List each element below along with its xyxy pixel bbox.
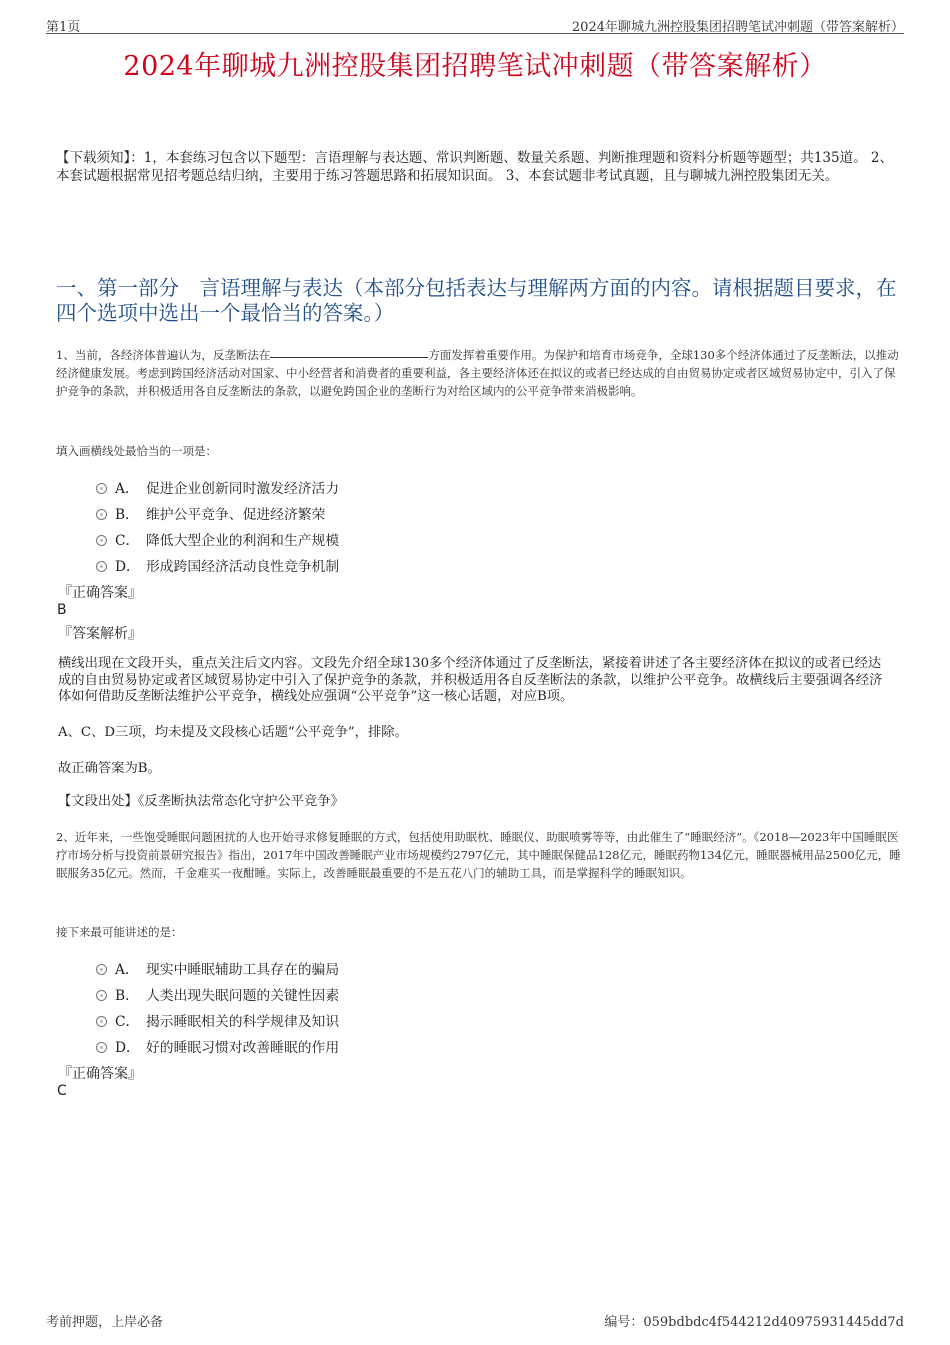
q1-analysis-paragraph: 横线出现在文段开头，重点关注后文内容。文段先介绍全球130多个经济体通过了反垄断法，紧接着讲述了各主要经济体在拟议的或者已经达成的自由贸易协定或者区域贸易协定中引入了保护竞争的条款，并积极适用各自反垄断法的条款，以维护公平竞争。故横线后主要强调各经济体如何借助反垄断法维护公平竞争，横线处应强调“公平竞争”这一核心话题，对应B项。 [58, 656, 883, 704]
option-text: 揭示睡眠相关的科学规律及知识 [146, 1014, 340, 1030]
radio-icon[interactable] [96, 483, 107, 494]
q1-answer-label: 『正确答案』 [58, 585, 142, 601]
footer-slogan: 考前押题，上岸必备 [46, 1315, 164, 1330]
section-heading: 一、第一部分 言语理解与表达（本部分包括表达与理解两方面的内容。请根据题目要求，在四个选项中选出一个最恰当的答案。） [56, 276, 897, 325]
option-letter: B． [115, 988, 139, 1004]
question-1-prompt: 填入画横线处最恰当的一项是： [56, 444, 217, 458]
option-text: 促进企业创新同时激发经济活力 [146, 481, 340, 497]
q1-answer: B [57, 602, 67, 618]
document-title: 2024年聊城九洲控股集团招聘笔试冲刺题（带答案解析） [123, 51, 827, 82]
question-1-stem [56, 346, 902, 400]
option-letter: A． [115, 481, 139, 497]
radio-icon[interactable] [96, 509, 107, 520]
question-2-prompt: 接下来最可能讲述的是： [56, 925, 183, 939]
page-number: 第1页 [46, 20, 81, 35]
q2-answer: C [57, 1083, 67, 1099]
q2-answer-label: 『正确答案』 [58, 1066, 142, 1082]
radio-icon[interactable] [96, 535, 107, 546]
q1-stem-before: 1、当前，各经济体普遍认为，反垄断法在 [56, 348, 271, 362]
radio-icon[interactable] [96, 1016, 107, 1027]
q1-analysis-label: 『答案解析』 [58, 626, 142, 642]
option-text: 降低大型企业的利润和生产规模 [146, 533, 340, 549]
q1-blank [270, 346, 428, 358]
option-text: 现实中睡眠辅助工具存在的骗局 [146, 962, 340, 978]
option-text: 人类出现失眠问题的关键性因素 [146, 988, 340, 1004]
option-letter: A． [115, 962, 139, 978]
q1-source: 【文段出处】《反垄断执法常态化守护公平竞争》 [58, 794, 344, 809]
page-header [46, 12, 904, 34]
question-2-stem: 2、近年来，一些饱受睡眠问题困扰的人也开始寻求修复睡眠的方式，包括使用助眠枕、睡眠仪、助眠喷雾等等，由此催生了“睡眠经济”。《2018—2023年中国睡眠医疗市场分析与投资前景研究报告》指出，2017年中国改善睡眠产业市场规模约2797亿元，其中睡眠保健品128亿元，睡眠药物134亿元，睡眠器械用品2500亿元，睡眠服务35亿元。然而，千金难买一夜酣睡。实际上，改善睡眠最重要的不是五花八门的辅助工具，而是掌握科学的睡眠知识。 [56, 830, 901, 880]
download-notice: 【下载须知】：1，本套练习包含以下题型：言语理解与表达题、常识判断题、数量关系题、判断推理题和资料分析题等题型；共135道。 2、本套试题根据常见招考题总结归纳，主要用于练习答题思路和拓展知识面。 3、本套试题非考试真题，且与聊城九洲控股集团无关。 [56, 150, 893, 184]
option-letter: D． [115, 1040, 140, 1056]
footer-serial: 编号：059bdbdc4f544212d40975931445dd7d [604, 1315, 904, 1330]
radio-icon[interactable] [96, 990, 107, 1001]
option-text: 好的睡眠习惯对改善睡眠的作用 [146, 1040, 340, 1056]
q1-stem-after: 方面发挥着重要作用。为保护和培育市场竞争，全球130多个经济体通过了反垄断法，以推动经济健康发展。考虑到跨国经济活动对国家、中小经营者和消费者的重要利益，各主要经济体还在拟议的或者已经达成的自由贸易协定或者区域贸易协定中，引入了保护竞争的条款，并积极适用各自反垄断法的条款，以避免跨国企业的垄断行为对给区域内的公平竞争带来消极影响。 [56, 348, 899, 398]
option-text: 维护公平竞争、促进经济繁荣 [146, 507, 326, 523]
radio-icon[interactable] [96, 964, 107, 975]
option-letter: D． [115, 559, 140, 575]
option-text: 形成跨国经济活动良性竞争机制 [146, 559, 340, 575]
radio-icon[interactable] [96, 561, 107, 572]
q1-analysis-paragraph: A、C、D三项，均未提及文段核心话题“公平竞争”，排除。 [58, 725, 408, 740]
q1-analysis-paragraph: 故正确答案为B。 [58, 761, 161, 776]
header-doc-title: 2024年聊城九洲控股集团招聘笔试冲刺题（带答案解析） [571, 20, 904, 35]
option-letter: B． [115, 507, 139, 523]
option-letter: C． [115, 1014, 140, 1030]
option-letter: C． [115, 533, 140, 549]
radio-icon[interactable] [96, 1042, 107, 1053]
